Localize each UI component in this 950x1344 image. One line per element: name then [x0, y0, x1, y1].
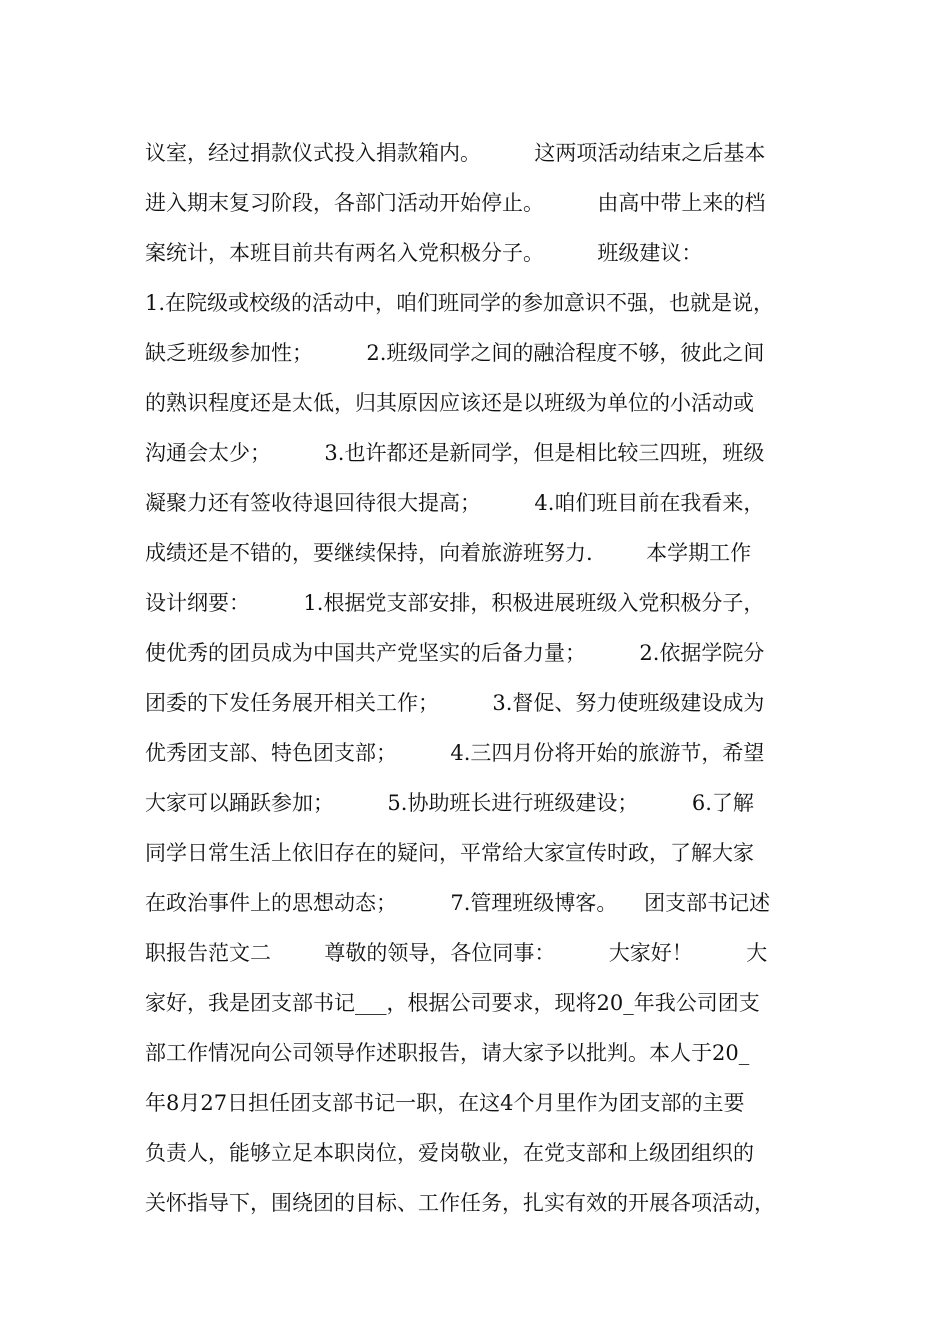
text-line: 在政治事件上的思想动态； 7.管理班级博客。 团支部书记述 — [145, 891, 771, 915]
text-line: 同学日常生活上依旧存在的疑问，平常给大家宣传时政，了解大家 — [145, 841, 754, 865]
text-line: 年8月27日担任团支部书记一职，在这4个月里作为团支部的主要 — [145, 1091, 745, 1115]
text-line: 大家可以踊跃参加； 5.协助班长进行班级建设； 6.了解 — [145, 791, 754, 815]
text-line: 使优秀的团员成为中国共产党坚实的后备力量； 2.依据学院分 — [145, 641, 765, 665]
text-line: 的熟识程度还是太低，归其原因应该还是以班级为单位的小活动或 — [145, 391, 754, 415]
text-line: 团委的下发任务展开相关工作； 3.督促、努力使班级建设成为 — [145, 691, 765, 715]
text-line: 家好，我是团支部书记___，根据公司要求，现将20_年我公司团支 — [145, 991, 760, 1015]
text-line: 沟通会太少； 3.也许都还是新同学，但是相比较三四班，班级 — [145, 441, 765, 465]
text-line: 1.在院级或校级的活动中，咱们班同学的参加意识不强，也就是说， — [145, 291, 775, 315]
text-line: 优秀团支部、特色团支部； 4.三四月份将开始的旅游节，希望 — [145, 741, 765, 765]
text-line: 设计纲要： 1.根据党支部安排，积极进展班级入党积极分子， — [145, 591, 765, 615]
text-line: 凝聚力还有签收待退回待很大提高； 4.咱们班目前在我看来， — [145, 491, 765, 515]
body-text — [145, 128, 835, 1228]
text-line: 成绩还是不错的，要继续保持，向着旅游班努力. 本学期工作 — [145, 541, 752, 565]
text-line: 负责人，能够立足本职岗位，爱岗敬业，在党支部和上级团组织的 — [145, 1141, 754, 1165]
text-line: 缺乏班级参加性； 2.班级同学之间的融洽程度不够，彼此之间 — [145, 341, 765, 365]
text-line: 职报告范文二 尊敬的领导，各位同事： 大家好！ 大 — [145, 941, 768, 965]
text-line: 关怀指导下，围绕团的目标、工作任务，扎实有效的开展各项活动， — [145, 1191, 775, 1215]
text-line: 部工作情况向公司领导作述职报告，请大家予以批判。本人于20_ — [145, 1041, 750, 1065]
text-line: 案统计，本班目前共有两名入党积极分子。 班级建议： — [145, 241, 703, 265]
text-line: 进入期末复习阶段，各部门活动开始停止。 由高中带上来的档 — [145, 191, 766, 215]
text-line: 议室，经过捐款仪式投入捐款箱内。 这两项活动结束之后基本 — [145, 141, 766, 165]
